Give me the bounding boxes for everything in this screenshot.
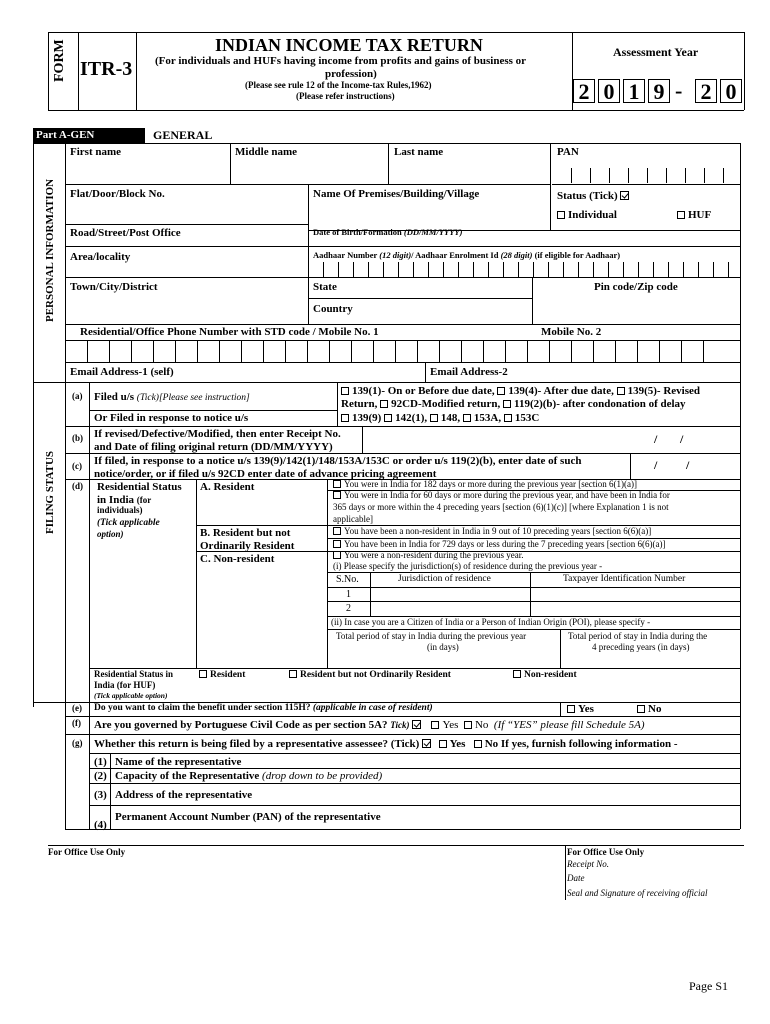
area-label: Area/locality [70,251,131,263]
year-digit-1: 2 [573,79,595,103]
phone-label: Residential/Office Phone Number with STD code / Mobile No. 1 [80,326,379,338]
aadhaar-text-a: Aadhaar Number [313,250,378,260]
huf-rnor-option[interactable] [289,670,451,680]
year-digit-5: 2 [695,79,717,103]
sec-115h-note: (applicable in case of resident) [312,703,433,713]
row-c-line1: If filed, in response to a notice u/s 139(9)/142(1)/148/153A/153C or order u/s 119(2)(b), enter date of such [94,455,582,467]
seal-signature-label: Seal and Signature of receiving official [567,888,708,898]
huf-resident-option[interactable] [199,670,245,680]
stay-4years-2: 4 preceding years (in days) [592,642,690,652]
sno-header: S.No. [336,574,359,585]
row-f-text [94,719,645,731]
notice-153a-checkbox[interactable] [463,414,471,422]
form-subtitle-1: (For individuals and HUFs having income from profits and gains of business or [155,55,527,67]
rnor-label-2: Ordinarily Resident [200,540,295,552]
middle-name-label: Middle name [235,146,298,158]
filed-us-text: Filed u/s [94,391,135,403]
resident-option-2-c: applicable] [333,514,373,524]
sec-115h-question: Do you want to claim the benefit under section 115H? [94,703,311,713]
portuguese-yes-checkbox[interactable] [431,721,439,729]
filed-139-5-checkbox[interactable] [617,387,625,395]
filed-options-line2 [341,398,686,410]
nr-option-1[interactable] [333,551,524,561]
aadhaar-text-c: / Aadhaar Enrolment Id [411,250,499,260]
aadhaar-label [313,251,620,260]
res-status-in-india: in India [97,494,134,506]
huf-status-label-1: Residential Status in [94,669,174,679]
rep-capacity-label [115,770,382,782]
personal-info-side-label: PERSONAL INFORMATION [44,178,56,322]
notice-153a-label: 153A, [473,412,502,424]
checkbox-icon[interactable] [333,540,341,548]
rnor-option-1[interactable] [333,527,651,537]
huf-label: HUF [688,209,712,221]
row-c-line2: notice/order, or if filed u/s 92CD enter date of advance pricing agreement [94,468,437,480]
resident-option-1-text: You were in India for 182 days or more during the previous year [section 6(1)(a)] [344,479,638,489]
part-label: Part A-GEN [36,129,95,141]
dob-label [313,228,462,237]
filed-return-label: Return, [341,398,378,410]
portuguese-tick-label: Tick) [390,720,410,730]
stay-prev-year-2: (in days) [427,642,459,652]
resident-label: A. Resident [200,481,255,493]
date-slash-2: / [680,432,684,446]
page-number: Page S1 [689,979,728,993]
row-g-text [94,738,678,750]
row-f-key: (f) [72,718,81,728]
year-digit-2: 0 [598,79,620,103]
row-e-text [94,703,433,713]
yes-label: Yes [578,703,594,715]
resident-option-2[interactable] [333,491,670,501]
rnor-label-1: B. Resident but not [200,527,291,539]
filing-status-side-label: FILING STATUS [44,450,56,534]
row-g-key: (g) [72,738,83,748]
portuguese-tick-icon [412,720,421,729]
rnor-option-2-text: You have been in India for 729 days or less during the 7 preceding years [section 6(6)(a)] [344,539,666,549]
date-slash-4: / [686,458,690,472]
dob-format: (DD/MM/YYYY) [403,227,463,237]
filed-139-4-checkbox[interactable] [497,387,505,395]
resident-option-1[interactable] [333,480,637,490]
notice-139-9-label: 139(9) [352,412,382,424]
res-status-for: (for [136,495,152,505]
rep-row-1-key: (1) [94,756,107,768]
mobile2-label: Mobile No. 2 [541,326,602,338]
row-b-key: (b) [72,433,83,443]
status-huf-option[interactable] [677,209,711,221]
row-e-key: (e) [72,703,82,713]
resident-option-2-b: 365 days or more within the 4 preceding years [section (6)(1)(c)] [where Explanation 1 is not [333,502,669,512]
office-use-right: For Office Use Only [567,847,645,857]
filed-139-1-label: 139(1)- On or Before due date, [352,385,495,397]
representative-question: Whether this return is being filed by a representative assessee? (Tick) [94,738,420,750]
last-name-label: Last name [394,146,444,158]
jurisdiction-row-2: 2 [346,603,351,614]
filed-119-label: 119(2)(b)- after condonation of delay [514,398,686,410]
checkbox-icon[interactable] [557,211,565,219]
dob-text: Date of Birth/Formation [313,227,402,237]
filed-139-5-label: 139(5)- Revised [627,385,700,397]
form-code: ITR-3 [80,58,133,80]
jurisdiction-row-1: 1 [346,589,351,600]
representative-tick-icon [422,739,431,748]
checkbox-icon[interactable] [637,705,645,713]
aadhaar-text-d: (28 digit) [500,250,533,260]
portuguese-no-checkbox[interactable] [464,721,472,729]
notice-153c-checkbox[interactable] [504,414,512,422]
form-label: FORM [52,39,67,82]
individual-label: Individual [568,209,617,221]
row-b-line2: and Date of filing original return (DD/MM/YYYY) [94,441,333,453]
res-status-label-4: (Tick applicable [97,518,160,528]
status-individual-option[interactable] [557,209,617,221]
checkbox-icon[interactable] [289,670,297,678]
rep-row-4-key: (4) [94,819,107,831]
row-b-line1: If revised/Defective/Modified, then enter Receipt No. [94,428,341,440]
row-a-key: (a) [72,391,83,401]
year-digit-4: 9 [648,79,670,103]
rep-row-2-key: (2) [94,770,107,782]
checkbox-icon[interactable] [199,670,207,678]
status-tick-icon [620,191,629,200]
non-resident-label: C. Non-resident [200,553,275,565]
portuguese-note: (If “YES” please fill Schedule 5A) [493,719,645,731]
pin-label: Pin code/Zip code [594,281,678,293]
year-dash: - [675,78,683,103]
portuguese-no-label: No [474,719,489,731]
representative-yes-checkbox[interactable] [439,740,447,748]
rep-pan-label: Permanent Account Number (PAN) of the representative [115,811,381,823]
country-label: Country [313,303,353,315]
date-slash-1: / [654,432,658,446]
rep-capacity-text: Capacity of the Representative [115,770,260,782]
office-use-left: For Office Use Only [48,847,126,857]
part-heading: GENERAL [153,128,213,142]
filed-us-tick: (Tick)[Please see instruction] [136,393,250,403]
rnor-option-2[interactable] [333,540,666,550]
stay-prev-year-1: Total period of stay in India during the previous year [336,631,527,641]
representative-no-label: No If yes, furnish following information - [484,738,678,750]
stay-4years-1: Total period of stay in India during the [568,631,708,641]
checkbox-icon[interactable] [333,491,341,499]
sec-115h-yes-option[interactable] [567,703,594,715]
notice-142-1-label: 142(1), [395,412,428,424]
checkbox-icon[interactable] [513,670,521,678]
filed-options-line1 [341,385,700,397]
form-subtitle-2: profession) [325,68,377,80]
filed-139-1-checkbox[interactable] [341,387,349,395]
poi-note: (ii) In case you are a Citizen of India or a Person of Indian Origin (POI), please specify - [331,617,651,627]
form-note-2: (Please refer instructions) [296,91,395,101]
town-label: Town/City/District [70,281,158,293]
portuguese-question: Are you governed by Portuguese Civil Code as per section 5A? [94,719,388,731]
form-title: INDIAN INCOME TAX RETURN [215,35,483,55]
state-label: State [313,281,337,293]
form-note-1: (Please see rule 12 of the Income-tax Rules,1962) [245,80,432,90]
rnor-option-1-text: You have been a non-resident in India in 9 out of 10 preceding years [section 6(6)(a)] [344,526,652,536]
premises-label: Name Of Premises/Building/Village [313,188,480,200]
date-label: Date [567,873,585,883]
huf-resident-label: Resident [210,670,246,680]
nr-option-1-text: You were a non-resident during the previous year. [344,550,524,560]
jurisdiction-header: Jurisdiction of residence [398,574,491,584]
rep-row-3-key: (3) [94,789,107,801]
filed-92cd-checkbox[interactable] [380,400,388,408]
representative-no-checkbox[interactable] [474,740,482,748]
checkbox-icon[interactable] [567,705,575,713]
notice-139-9-checkbox[interactable] [341,414,349,422]
email1-label: Email Address-1 (self) [70,366,174,378]
huf-nr-label: Non-resident [524,670,577,680]
flat-label: Flat/Door/Block No. [70,188,165,200]
res-status-label-3: individuals) [97,505,143,515]
row-d-key: (d) [72,481,83,491]
notice-148-checkbox[interactable] [430,414,438,422]
huf-nr-option[interactable] [513,670,577,680]
aadhaar-text-b: (12 digit) [379,250,412,260]
notice-options [341,412,539,424]
row-c-key: (c) [72,461,82,471]
portuguese-yes-label: Yes [442,719,459,731]
huf-rnor-label: Resident but not Ordinarily Resident [300,670,451,680]
aadhaar-text-e: (if eligible for Aadhaar) [534,250,621,260]
rep-name-label: Name of the representative [115,756,242,768]
checkbox-icon[interactable] [333,480,341,488]
year-digit-6: 0 [720,79,742,103]
checkbox-icon[interactable] [333,527,341,535]
first-name-label: First name [70,146,122,158]
notice-148-label: 148, [440,412,461,424]
huf-status-label-3: (Tick applicable option) [94,691,168,700]
representative-yes-label: Yes [449,738,466,750]
date-slash-3: / [654,458,658,472]
resident-option-2-text-a: You were in India for 60 days or more during the previous year, and have been in India for [344,490,670,500]
nr-jurisdiction-note: (i) Please specify the jurisdiction(s) of residence during the previous year - [333,561,603,571]
receipt-no-label: Receipt No. [567,859,609,869]
email2-label: Email Address-2 [430,366,508,378]
notice-153c-label: 153C [514,412,540,424]
checkbox-icon[interactable] [333,551,341,559]
or-filed-label: Or Filed in response to notice u/s [94,412,249,424]
no-label: No [648,703,662,715]
res-status-label-5: option) [97,529,124,539]
huf-status-label-2: India (for HUF) [94,680,156,690]
notice-142-1-checkbox[interactable] [384,414,392,422]
rep-address-label: Address of the representative [115,789,253,801]
pan-label: PAN [557,146,579,158]
filed-119-checkbox[interactable] [503,400,511,408]
res-status-label-1: Residential Status [97,481,182,493]
rep-capacity-dropdown-note: (drop down to be provided) [262,770,383,782]
assessment-year-label: Assessment Year [613,45,699,59]
road-label: Road/Street/Post Office [70,227,181,239]
sec-115h-no-option[interactable] [637,703,661,715]
status-text: Status (Tick) [557,190,618,202]
filed-139-4-label: 139(4)- After due date, [508,385,614,397]
status-label [557,190,631,202]
checkbox-icon[interactable] [677,211,685,219]
year-digit-3: 1 [623,79,645,103]
row-a-label [94,391,250,403]
tin-header: Taxpayer Identification Number [563,574,686,584]
filed-92cd-label: 92CD-Modified return, [391,398,501,410]
